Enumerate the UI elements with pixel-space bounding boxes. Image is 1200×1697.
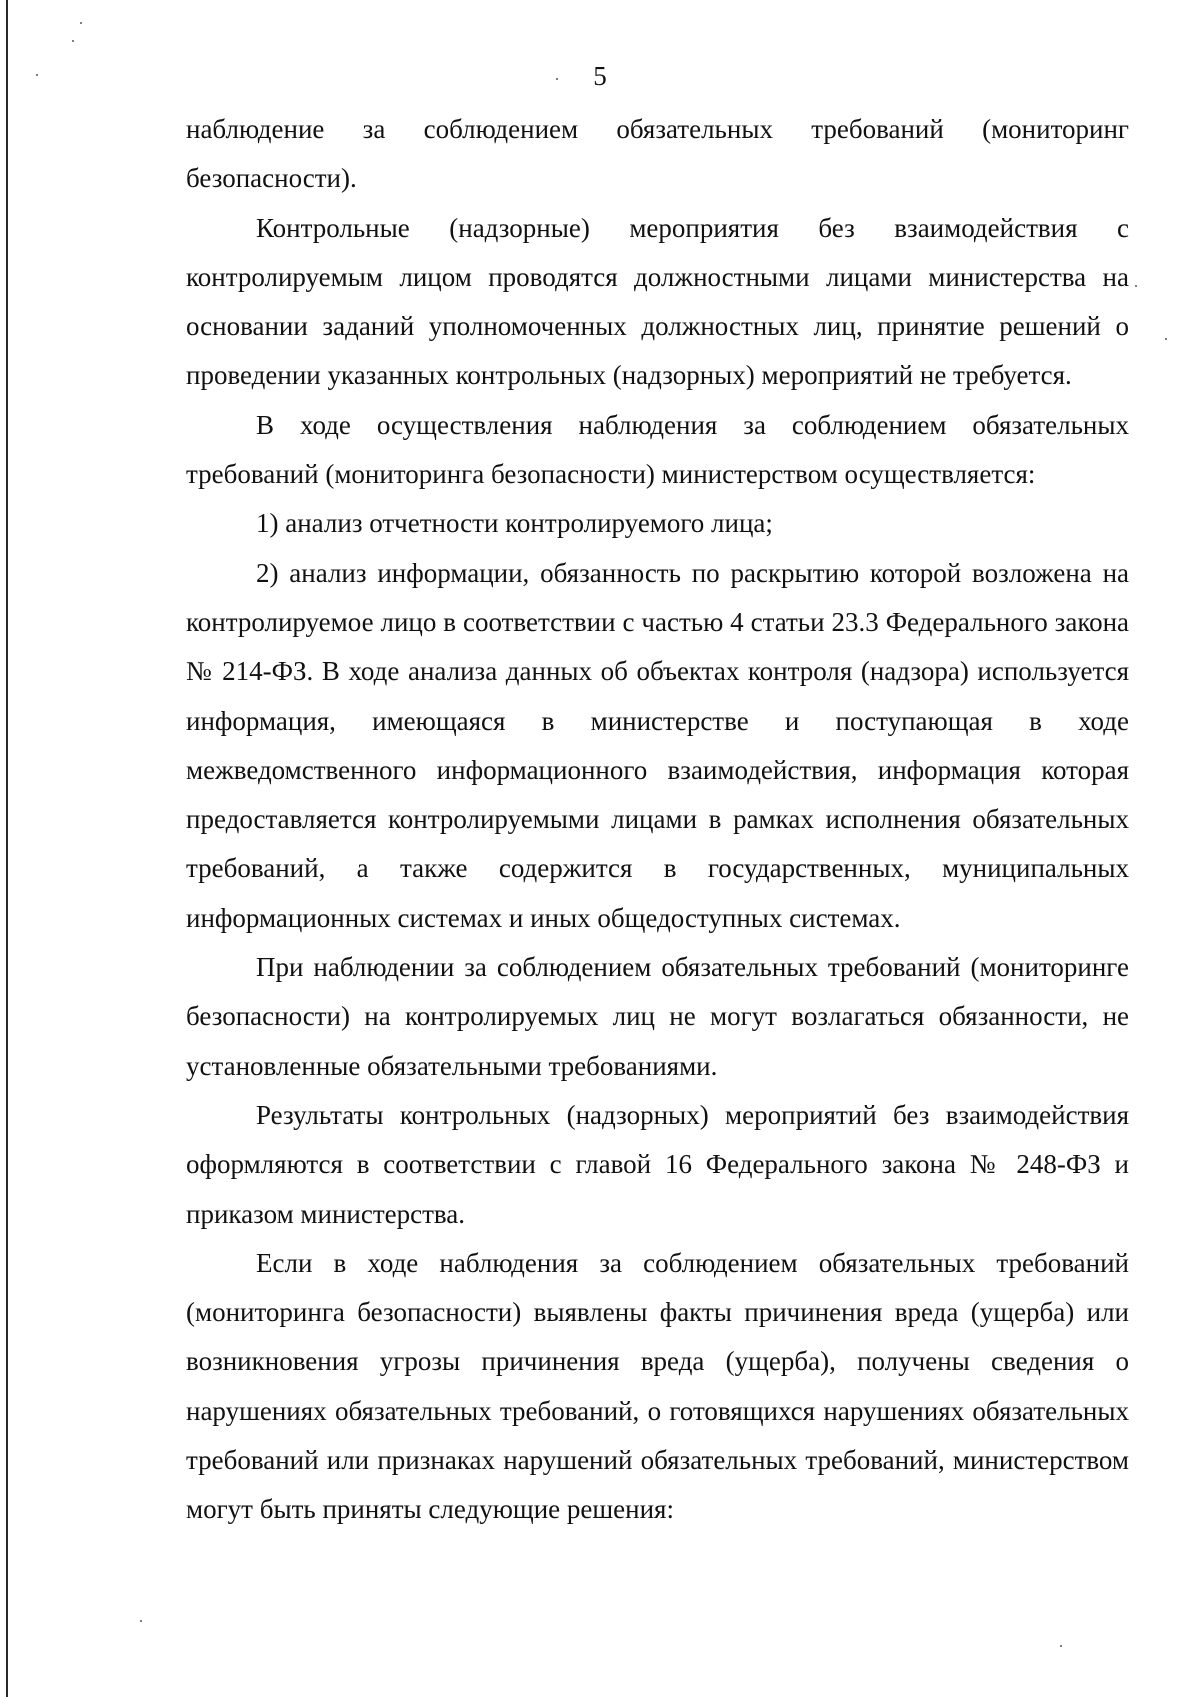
paragraph-monitoring-intro: В ходе осуществления наблюдения за соблюдением обязательных требований (мониторинга безопасности) министерством осуществляется: — [186, 409, 1129, 490]
scan-speck — [1165, 338, 1167, 340]
scan-speck — [1135, 285, 1137, 287]
scan-margin-line — [6, 0, 8, 1697]
paragraph-results: Результаты контрольных (надзорных) мероприятий без взаимодействия оформляются в соответствии с главой 16 Федерального закона № 248-ФЗ и приказом министерства. — [186, 1099, 1129, 1229]
paragraph-continuation: наблюдение за соблюдением обязательных требований (мониторинг безопасности). — [186, 114, 1129, 194]
list-item-1: 1) анализ отчетности контролируемого лица; — [256, 508, 773, 539]
list-item-2: 2) анализ информации, обязанность по раскрытию которой возложена на контролируемое лицо в соответствии с частью 4 статьи 23.3 Федерального закона № 214-ФЗ. В ходе анализа данных об объектах контроля (надзора) используется информация, имеющаяся в министерстве и поступающая в ходе межведомственного информационного взаимодействия, информация которая предоставляется контролируемыми лицами в рамках исполнения обязательных требований, а также содержится в государственных, муниципальных информационных системах и иных общедоступных системах. — [186, 557, 1129, 933]
scan-speck — [72, 40, 74, 42]
paragraph-obligations: При наблюдении за соблюдением обязательных требований (мониторинге безопасности) на контролируемых лиц не могут возлагаться обязанности, не установленные обязательными требованиями. — [186, 952, 1129, 1081]
paragraph-control-measures: Контрольные (надзорные) мероприятия без взаимодействия с контролируемым лицом проводятся должностными лицами министерства на основании заданий уполномоченных должностных лиц, принятие решений о проведении указанных контрольных (надзорных) мероприятий не требуется. — [186, 212, 1129, 391]
page-number: 5 — [593, 61, 607, 91]
document-body — [186, 105, 1129, 1535]
scan-speck — [1060, 1645, 1062, 1647]
scan-speck — [140, 1620, 142, 1622]
scan-speck — [80, 22, 82, 24]
paragraph-decisions: Если в ходе наблюдения за соблюдением обязательных требований (мониторинга безопасности) выявлены факты причинения вреда (ущерба) или возникновения угрозы причинения вреда (ущерба), получены сведения о нарушениях обязательных требований, о готовящихся нарушениях обязательных требований или признаках нарушений обязательных требований, министерством могут быть приняты следующие решения: — [186, 1247, 1129, 1525]
